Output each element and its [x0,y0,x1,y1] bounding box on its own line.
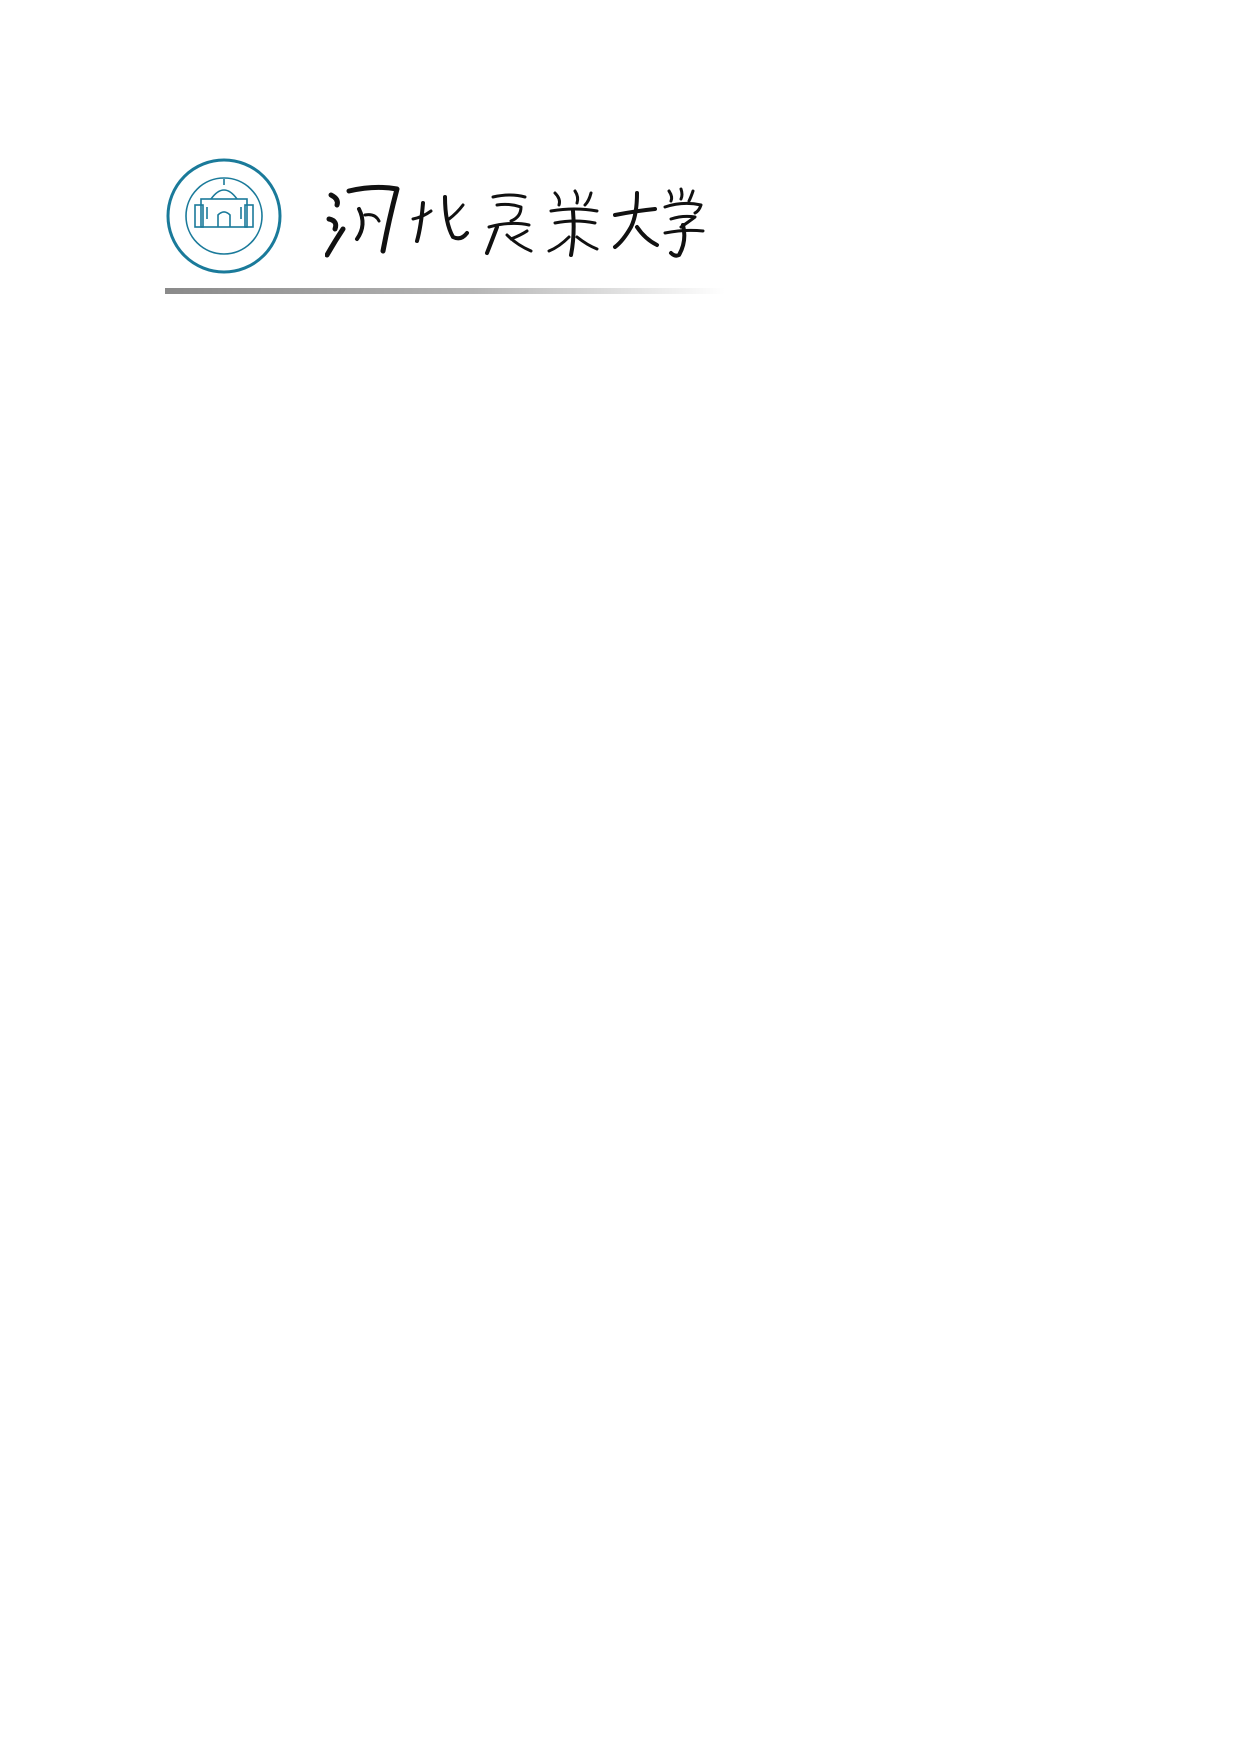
header-rule [165,288,725,294]
university-name-calligraphy [325,175,705,265]
info-row-advisor [408,1117,588,1169]
info-row-degree-category [408,1221,588,1273]
university-seal-icon [165,155,283,277]
info-row-major [408,1169,588,1221]
thesis-info-list [408,1065,588,1273]
university-header [165,155,725,295]
info-row-applicant [408,1065,588,1117]
